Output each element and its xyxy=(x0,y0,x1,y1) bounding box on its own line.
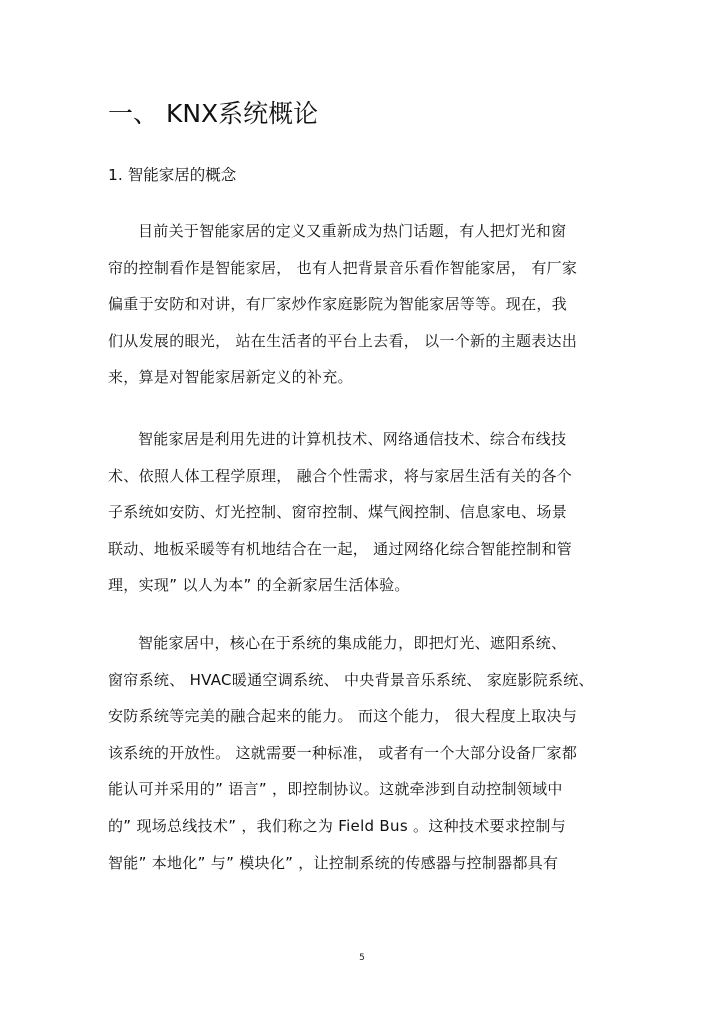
page-number: 5 xyxy=(359,953,365,963)
paragraph-line: 的” 现场总线技术” ，我们称之为 Field Bus 。这种技术要求控制与 xyxy=(108,816,567,835)
paragraph-line: 智能” 本地化” 与” 模块化” ，让控制系统的传感器与控制器都具有 xyxy=(108,853,559,872)
paragraph-system-integration xyxy=(108,625,618,881)
section-title: 一、 KNX系统概论 xyxy=(108,99,319,128)
paragraph-line: 理，实现” 以人为本” 的全新家居生活体验。 xyxy=(108,576,410,595)
paragraph-line: 帘的控制看作是智能家居， 也有人把背景音乐看作智能家居， 有厂家 xyxy=(108,258,578,277)
paragraph-line: 能认可并采用的” 语言” ，即控制协议。这就牵涉到自动控制领域中 xyxy=(108,780,563,799)
subsection-title: 1. 智能家居的概念 xyxy=(108,166,237,184)
paragraph-line: 子系统如安防、灯光控制、窗帘控制、煤气阀控制、信息家电、场景 xyxy=(108,503,568,522)
paragraph-definition-debate xyxy=(108,213,618,396)
paragraph-line: 来，算是对智能家居新定义的补充。 xyxy=(108,368,353,387)
paragraph-line: 该系统的开放性。 这就需要一种标准， 或者有一个大部分设备厂家都 xyxy=(108,743,578,762)
paragraph-smart-home-definition xyxy=(108,421,618,604)
paragraph-line: 目前关于智能家居的定义又重新成为热门话题，有人把灯光和窗 xyxy=(138,222,567,240)
paragraph-line: 智能家居是利用先进的计算机技术、网络通信技术、综合布线技 xyxy=(138,430,567,448)
paragraph-line: 们从发展的眼光， 站在生活者的平台上去看， 以一个新的主题表达出 xyxy=(108,331,578,350)
paragraph-line: 偏重于安防和对讲，有厂家炒作家庭影院为智能家居等等。现在，我 xyxy=(108,295,568,314)
paragraph-line: 智能家居中，核心在于系统的集成能力，即把灯光、遮阳系统、 xyxy=(138,634,567,652)
paragraph-line: 联动、地板采暖等有机地结合在一起， 通过网络化综合智能控制和管 xyxy=(108,539,573,558)
paragraph-line: 术、依照人体工程学原理， 融合个性需求，将与家居生活有关的各个 xyxy=(108,466,573,485)
paragraph-line: 窗帘系统、 HVAC暖通空调系统、 中央背景音乐系统、 家庭影院系统、 xyxy=(108,670,594,689)
paragraph-line: 安防系统等完美的融合起来的能力。 而这个能力， 很大程度上取决与 xyxy=(108,707,578,726)
